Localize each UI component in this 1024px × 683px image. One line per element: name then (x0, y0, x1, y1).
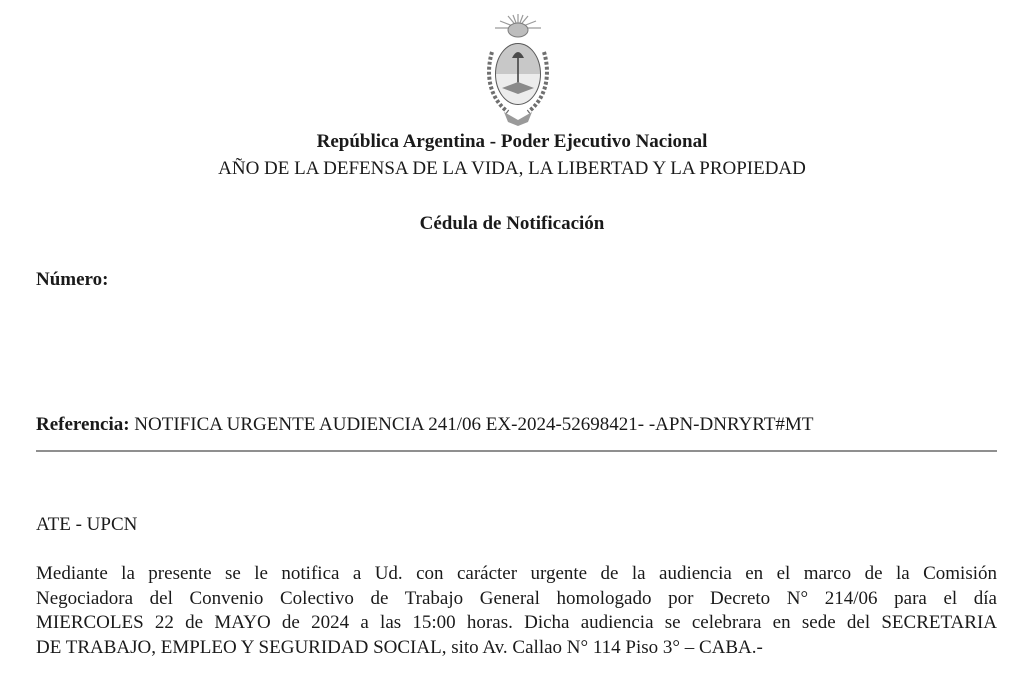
body-line: MIERCOLES 22 de MAYO de 2024 a las 15:00 horas. Dicha audiencia se celebrara en sede del SECRETARIA (36, 612, 997, 633)
institution-heading: República Argentina - Poder Ejecutivo Nacional (316, 131, 708, 152)
year-motto: AÑO DE LA DEFENSA DE LA VIDA, LA LIBERTAD Y LA PROPIEDAD (218, 158, 806, 179)
body-line: DE TRABAJO, EMPLEO Y SEGURIDAD SOCIAL, sito Av. Callao N° 114 Piso 3° – CABA.- (36, 636, 763, 658)
referencia-line (36, 414, 813, 436)
body-line: Negociadora del Convenio Colectivo de Trabajo General homologado por Decreto N° 214/06 para el día (36, 587, 997, 609)
referencia-value: NOTIFICA URGENTE AUDIENCIA 241/06 EX-2024-52698421- -APN-DNRYRT#MT (134, 414, 814, 435)
divider (36, 450, 997, 452)
coat-of-arms-icon (478, 12, 558, 128)
addressee: ATE - UPCN (36, 514, 138, 535)
document-title: Cédula de Notificación (419, 213, 605, 234)
body-line: Mediante la presente se le notifica a Ud. con carácter urgente de la audiencia en el marco de la Comisión (36, 563, 997, 584)
notification-body (36, 562, 997, 660)
numero-label: Número: (36, 269, 109, 290)
referencia-label: Referencia: (36, 414, 130, 435)
